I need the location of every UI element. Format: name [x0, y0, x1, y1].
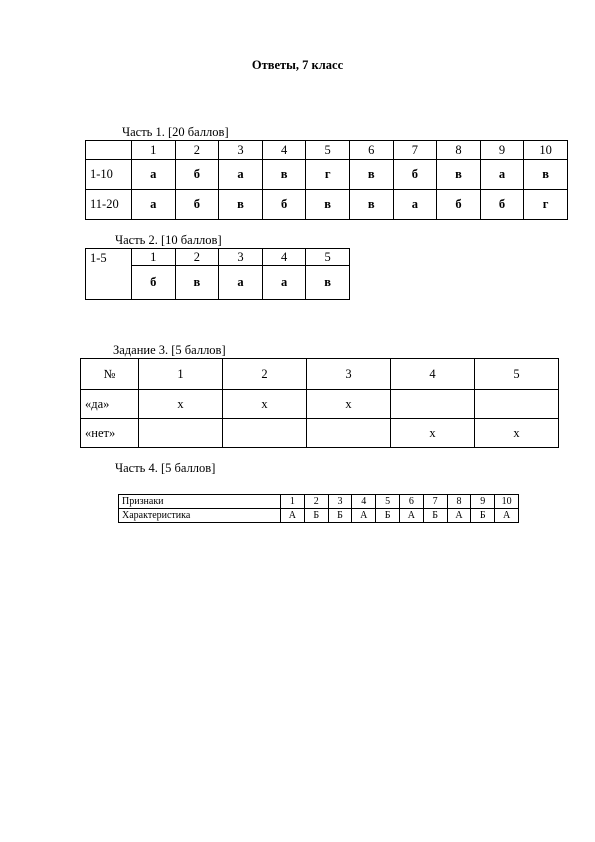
number-header-cell: № — [81, 359, 139, 390]
part1-caption: Часть 1. [20 баллов] — [122, 125, 229, 139]
column-header: 2 — [223, 359, 307, 390]
table-row — [86, 190, 568, 220]
answer-cell: в — [437, 160, 481, 190]
answer-cell: а — [132, 160, 176, 190]
answer-cell: а — [219, 160, 263, 190]
answer-cell: г — [306, 160, 350, 190]
answer-cell: в — [262, 160, 306, 190]
answer-cell: Б — [423, 509, 447, 523]
row-label: «нет» — [81, 419, 139, 448]
answer-cell: а — [219, 266, 263, 300]
column-header: 5 — [376, 495, 400, 509]
column-header: 4 — [352, 495, 376, 509]
answer-cell: Б — [304, 509, 328, 523]
table-header-row — [86, 249, 350, 266]
answer-cell: а — [393, 190, 437, 220]
row-label: Признаки — [119, 495, 281, 509]
table-row — [86, 160, 568, 190]
answer-cell: в — [175, 266, 219, 300]
answer-cell — [307, 419, 391, 448]
column-header: 4 — [262, 249, 306, 266]
answer-cell: в — [306, 266, 350, 300]
answer-cell: б — [175, 190, 219, 220]
task3-caption: Задание 3. [5 баллов] — [113, 343, 226, 357]
answer-cell: А — [281, 509, 305, 523]
column-header: 3 — [328, 495, 352, 509]
answer-cell: х — [139, 390, 223, 419]
answer-cell: б — [437, 190, 481, 220]
column-header: 4 — [262, 141, 306, 160]
row-label: 1-10 — [86, 160, 132, 190]
column-header: 6 — [349, 141, 393, 160]
table-row — [81, 419, 559, 448]
answer-cell: х — [475, 419, 559, 448]
column-header: 5 — [475, 359, 559, 390]
answer-cell: х — [391, 419, 475, 448]
column-header: 10 — [495, 495, 519, 509]
answer-cell: в — [524, 160, 568, 190]
column-header: 1 — [281, 495, 305, 509]
answer-cell: б — [480, 190, 524, 220]
answer-cell: б — [262, 190, 306, 220]
page-title: Ответы, 7 класс — [251, 58, 344, 72]
column-header: 2 — [175, 249, 219, 266]
column-header: 1 — [132, 141, 176, 160]
answer-cell — [223, 419, 307, 448]
column-header: 3 — [219, 141, 263, 160]
answer-cell: в — [306, 190, 350, 220]
answer-cell: х — [307, 390, 391, 419]
part2-caption: Часть 2. [10 баллов] — [115, 233, 222, 247]
answer-cell: в — [219, 190, 263, 220]
header-corner-cell — [86, 141, 132, 160]
answer-cell: б — [393, 160, 437, 190]
row-label: 11-20 — [86, 190, 132, 220]
table-header-row — [86, 141, 568, 160]
row-label: «да» — [81, 390, 139, 419]
answer-cell: Б — [328, 509, 352, 523]
part4-table — [118, 494, 519, 523]
column-header: 3 — [219, 249, 263, 266]
answer-cell: в — [349, 160, 393, 190]
answer-cell: Б — [376, 509, 400, 523]
row-label: 1-5 — [86, 249, 132, 300]
answer-cell: б — [132, 266, 176, 300]
answer-cell — [475, 390, 559, 419]
column-header: 3 — [307, 359, 391, 390]
answer-cell: а — [132, 190, 176, 220]
answer-cell: Б — [471, 509, 495, 523]
task3-table — [80, 358, 559, 448]
part1-table — [85, 140, 568, 220]
column-header: 1 — [132, 249, 176, 266]
column-header: 1 — [139, 359, 223, 390]
table-row — [119, 495, 519, 509]
table-row — [81, 390, 559, 419]
answer-cell: в — [349, 190, 393, 220]
column-header: 8 — [437, 141, 481, 160]
part2-table — [85, 248, 350, 300]
answer-cell: г — [524, 190, 568, 220]
column-header: 9 — [471, 495, 495, 509]
column-header: 7 — [423, 495, 447, 509]
column-header: 2 — [304, 495, 328, 509]
column-header: 9 — [480, 141, 524, 160]
column-header: 6 — [399, 495, 423, 509]
answer-cell: А — [399, 509, 423, 523]
answer-cell: б — [175, 160, 219, 190]
part4-caption: Часть 4. [5 баллов] — [115, 461, 216, 475]
answer-cell — [391, 390, 475, 419]
answer-cell: А — [447, 509, 471, 523]
column-header: 5 — [306, 141, 350, 160]
column-header: 5 — [306, 249, 350, 266]
answer-cell — [139, 419, 223, 448]
answer-cell: А — [352, 509, 376, 523]
column-header: 4 — [391, 359, 475, 390]
table-header-row — [81, 359, 559, 390]
column-header: 2 — [175, 141, 219, 160]
table-row — [119, 509, 519, 523]
answer-cell: х — [223, 390, 307, 419]
column-header: 10 — [524, 141, 568, 160]
answer-cell: А — [495, 509, 519, 523]
column-header: 7 — [393, 141, 437, 160]
row-label: Характеристика — [119, 509, 281, 523]
column-header: 8 — [447, 495, 471, 509]
answer-cell: а — [262, 266, 306, 300]
answer-cell: а — [480, 160, 524, 190]
